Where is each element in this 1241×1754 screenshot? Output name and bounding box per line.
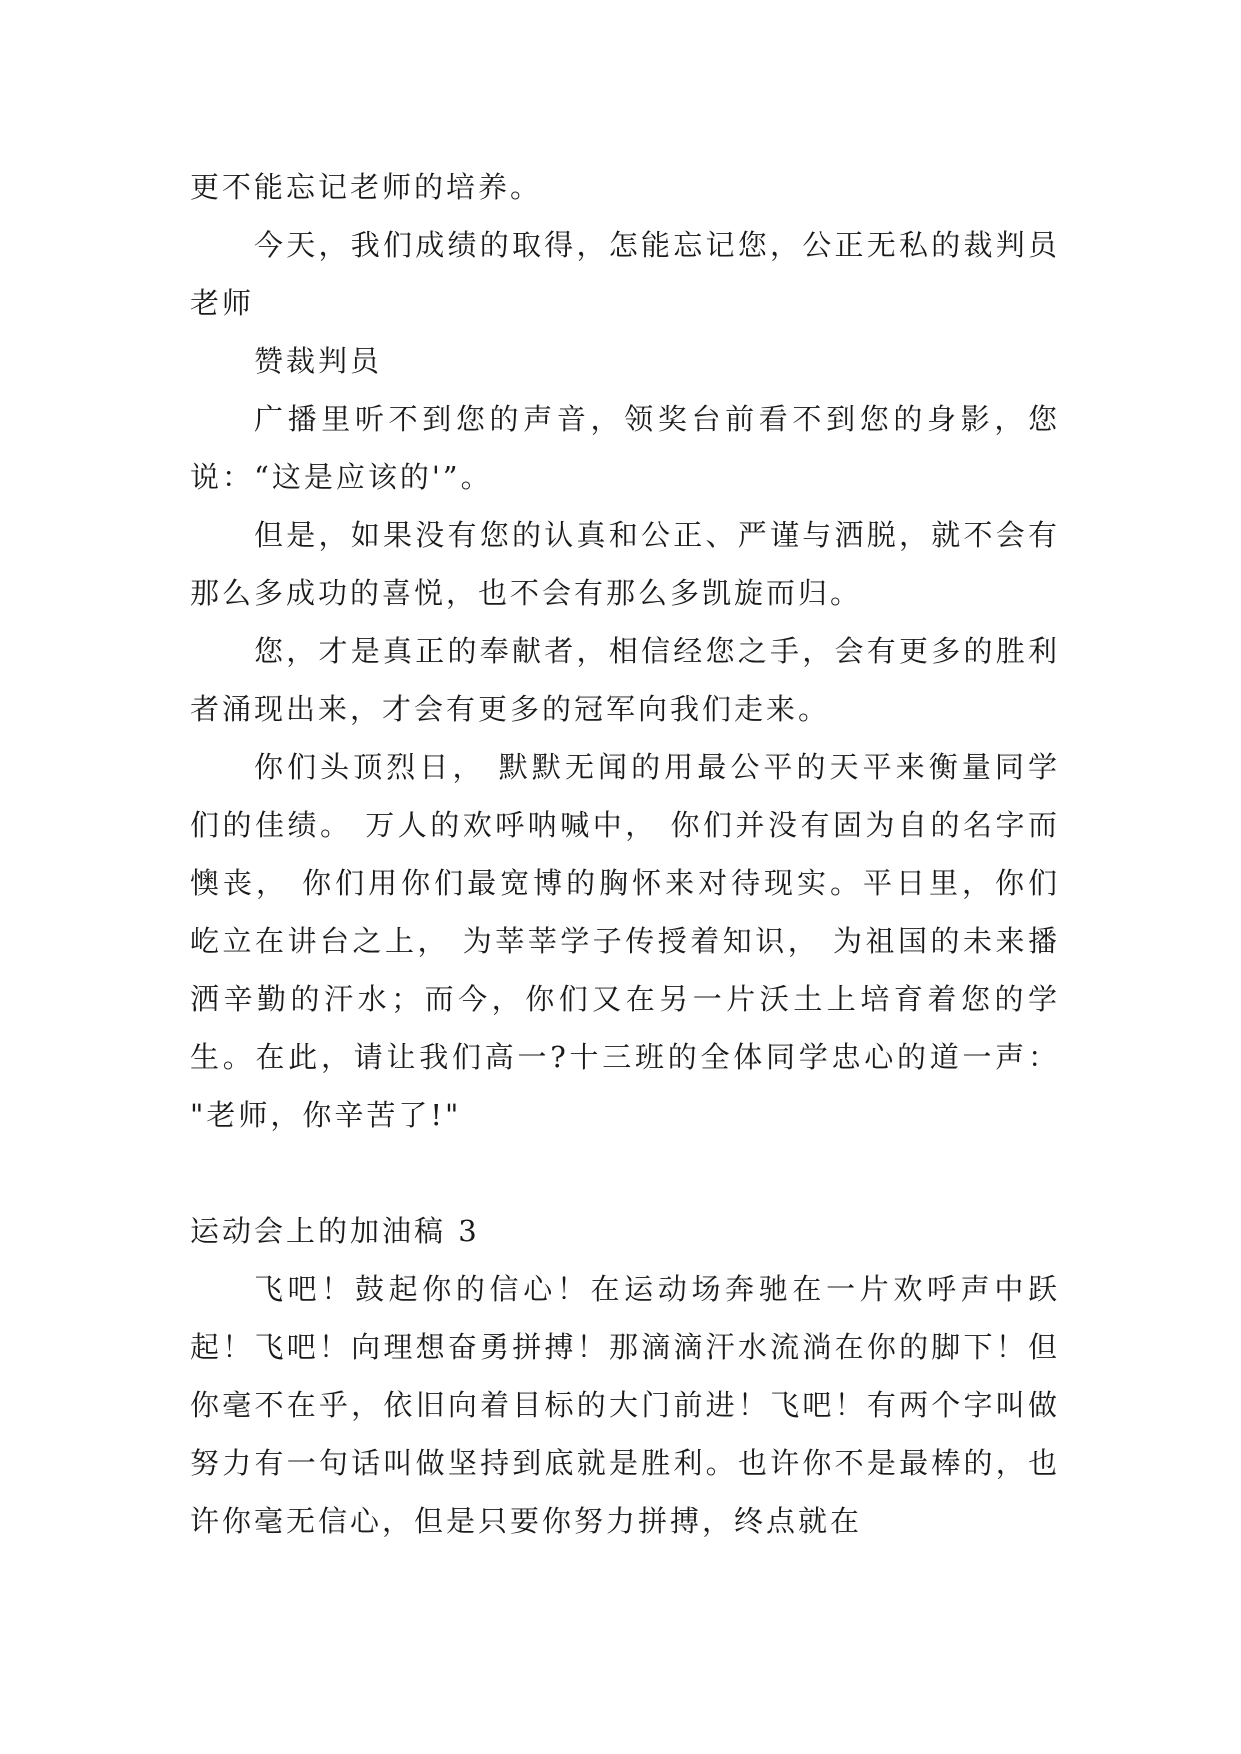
document-body (190, 158, 1060, 1550)
paragraph: 但是，如果没有您的认真和公正、严谨与洒脱，就不会有那么多成功的喜悦，也不会有那么多凯旋而归。 (190, 518, 1060, 610)
paragraph: 你们头顶烈日， 默默无闻的用最公平的天平来衡量同学们的佳绩。 万人的欢呼呐喊中， 你们并没有固为自的名字而懊丧， 你们用你们最宽博的胸怀来对待现实。平日里，你们屹立在讲台之上， 为莘莘学子传授着知识， 为祖国的未来播洒辛勤的汗水；而今，你们又在另一片沃土上培育着您的学生。在此，请让我们高一?十三班的全体同学忠心的道一声： "老师，你辛苦了!" (190, 750, 1060, 1132)
paragraph: 您，才是真正的奉献者，相信经您之手，会有更多的胜利者涌现出来，才会有更多的冠军向我们走来。 (190, 634, 1060, 726)
paragraph: 广播里听不到您的声音，领奖台前看不到您的身影，您说：“这是应该的'”。 (190, 402, 1060, 494)
section-spacer (190, 1144, 1060, 1202)
section-heading: 运动会上的加油稿 3 (190, 1214, 480, 1248)
paragraph-subheading: 赞裁判员 (254, 344, 383, 378)
paragraph: 今天，我们成绩的取得，怎能忘记您，公正无私的裁判员老师 (190, 228, 1060, 320)
paragraph: 更不能忘记老师的培养。 (190, 170, 543, 204)
paragraph: 飞吧！鼓起你的信心！在运动场奔驰在一片欢呼声中跃起！飞吧！向理想奋勇拼搏！那滴滴汗水流淌在你的脚下！但你毫不在乎，依旧向着目标的大门前进！飞吧！有两个字叫做努力有一句话叫做坚持到底就是胜利。也许你不是最棒的，也许你毫无信心，但是只要你努力拼搏，终点就在 (190, 1272, 1060, 1538)
